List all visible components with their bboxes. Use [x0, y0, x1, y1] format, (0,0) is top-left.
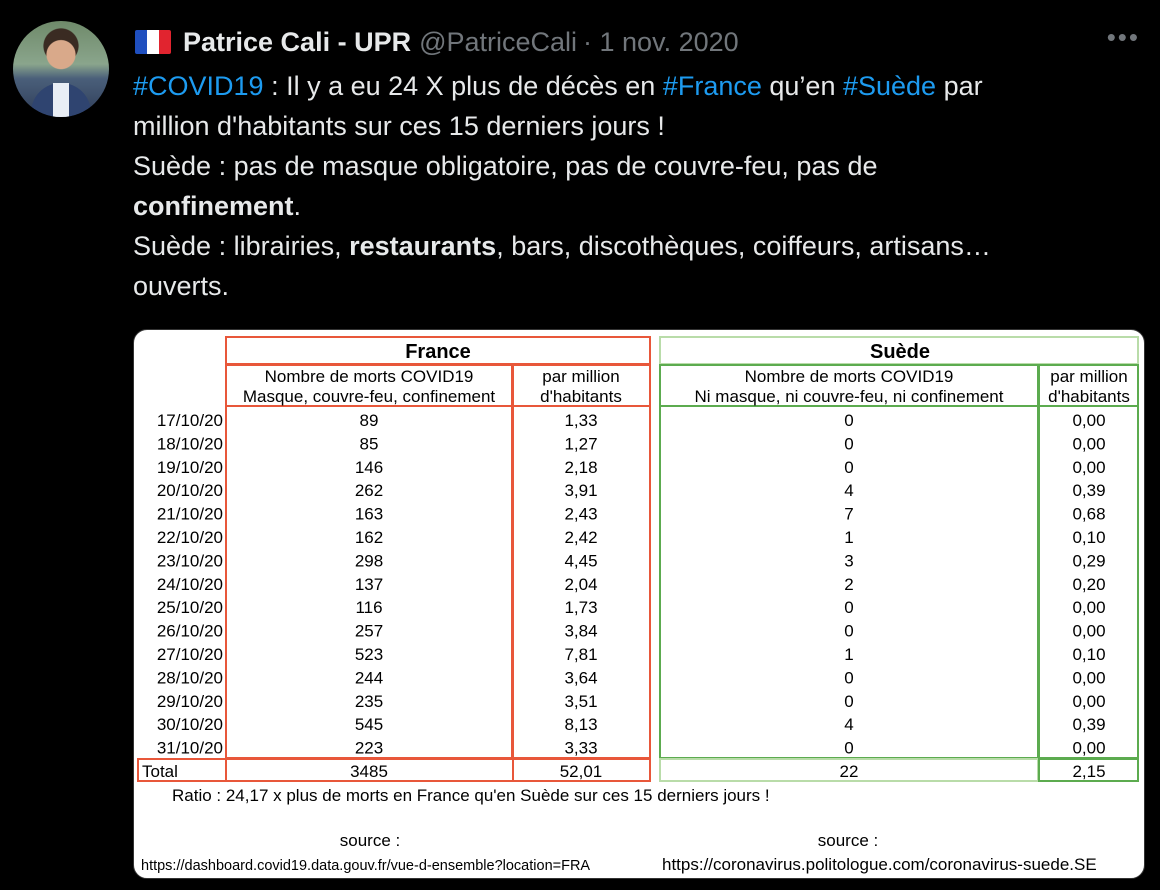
row-se-deaths: 0 — [844, 434, 854, 454]
tweet-line-5 — [133, 226, 1133, 266]
row-fr-permillion: 3,84 — [564, 621, 598, 641]
row-fr-deaths: 116 — [355, 598, 383, 618]
row-fr-deaths: 146 — [354, 457, 384, 477]
france-flag-icon — [135, 30, 171, 54]
hashtag-france[interactable]: #France — [662, 71, 762, 101]
fr-col1-header-l1: Nombre de morts COVID19 — [264, 367, 474, 386]
tweet-text-segment: : Il y a eu 24 X plus de décès en — [263, 71, 663, 101]
tweet-header — [135, 24, 739, 60]
row-fr-deaths: 235 — [354, 691, 384, 711]
row-date: 17/10/20 — [156, 411, 223, 430]
tweet-text-segment: , bars, discothèques, coiffeurs, artisans… — [496, 231, 991, 261]
tweet-line-3: Suède : pas de masque obligatoire, pas de couvre-feu, pas de — [133, 151, 878, 181]
total-row — [142, 762, 1106, 781]
row-date: 22/10/20 — [156, 528, 223, 547]
row-se-deaths: 0 — [844, 598, 854, 618]
row-se-deaths: 4 — [844, 481, 854, 501]
row-se-deaths: 0 — [844, 738, 854, 758]
source-url-right[interactable]: https://coronavirus.politologue.com/coronavirus-suede.SE — [662, 855, 1097, 874]
row-fr-permillion: 2,18 — [564, 457, 598, 477]
row-se-permillion: 0,00 — [1072, 457, 1106, 477]
row-fr-permillion: 1,33 — [564, 411, 598, 430]
hashtag-covid19[interactable]: #COVID19 — [133, 71, 264, 101]
row-fr-permillion: 1,73 — [564, 598, 598, 618]
row-fr-deaths: 257 — [354, 621, 384, 641]
row-se-deaths: 0 — [844, 691, 854, 711]
row-se-deaths: 0 — [844, 621, 854, 641]
total-se-permillion: 2,15 — [1072, 762, 1106, 781]
row-date: 19/10/20 — [156, 457, 223, 477]
row-fr-deaths: 262 — [354, 481, 384, 501]
tweet-line-6: ouverts. — [133, 271, 230, 301]
hashtag-suede[interactable]: #Suède — [842, 71, 937, 101]
row-se-permillion: 0,00 — [1072, 411, 1106, 430]
row-fr-deaths: 244 — [354, 668, 384, 688]
table-rows — [157, 411, 1106, 758]
total-fr-permillion: 52,01 — [559, 762, 603, 781]
row-fr-deaths: 298 — [354, 551, 384, 571]
covid-table — [134, 330, 1144, 878]
row-se-permillion: 0,00 — [1072, 738, 1106, 758]
row-se-deaths: 0 — [844, 668, 854, 688]
row-date: 31/10/20 — [156, 738, 223, 758]
avatar-shirt — [53, 83, 69, 117]
fr-col2-header-l1: par million — [542, 367, 620, 386]
row-date: 25/10/20 — [156, 598, 223, 618]
row-fr-deaths: 523 — [354, 645, 384, 664]
tweet-text-segment: Suède : librairies, — [133, 231, 350, 261]
total-fr-deaths: 3485 — [350, 762, 388, 781]
row-fr-permillion: 8,13 — [564, 715, 598, 735]
tweet-text — [133, 66, 1133, 306]
row-fr-permillion: 3,64 — [564, 668, 598, 688]
row-date: 23/10/20 — [156, 551, 223, 571]
table-image[interactable] — [133, 329, 1145, 879]
row-se-permillion: 0,68 — [1072, 504, 1106, 524]
row-se-deaths: 0 — [844, 457, 854, 477]
row-fr-deaths: 162 — [354, 528, 384, 547]
row-fr-permillion: 3,91 — [564, 481, 598, 501]
row-se-permillion: 0,00 — [1072, 598, 1106, 618]
tweet-text-segment: par — [936, 71, 983, 101]
row-se-permillion: 0,00 — [1072, 691, 1106, 711]
se-col2-header-l2: d'habitants — [1048, 387, 1130, 406]
row-fr-deaths: 85 — [359, 434, 379, 454]
row-se-permillion: 0,10 — [1072, 528, 1106, 547]
row-se-deaths: 3 — [844, 551, 854, 571]
row-fr-permillion: 2,42 — [564, 528, 598, 547]
row-date: 29/10/20 — [156, 691, 223, 711]
row-se-deaths: 2 — [844, 574, 854, 594]
row-date: 20/10/20 — [156, 481, 223, 501]
source-label-right: source : — [817, 831, 879, 850]
tweet-date[interactable]: · 1 nov. 2020 — [583, 26, 739, 57]
author-avatar[interactable] — [13, 21, 109, 117]
row-fr-deaths: 163 — [354, 504, 384, 524]
row-fr-deaths: 89 — [359, 411, 379, 430]
bold-confinement: confinement — [133, 191, 294, 221]
row-date: 26/10/20 — [156, 621, 223, 641]
total-label: Total — [142, 762, 178, 781]
row-fr-permillion: 4,45 — [564, 551, 598, 571]
row-se-deaths: 1 — [844, 528, 854, 547]
row-date: 24/10/20 — [156, 574, 223, 594]
suede-header: Suède — [869, 341, 931, 363]
row-fr-permillion: 1,27 — [564, 434, 598, 454]
row-se-permillion: 0,39 — [1072, 715, 1106, 735]
row-date: 28/10/20 — [156, 668, 223, 688]
row-se-deaths: 0 — [844, 411, 854, 430]
row-fr-deaths: 223 — [354, 738, 384, 758]
se-col1-header-l1: Nombre de morts COVID19 — [744, 367, 954, 386]
row-fr-permillion: 7,81 — [564, 645, 598, 664]
tweet-text-segment: qu’en — [761, 71, 843, 101]
row-se-permillion: 0,00 — [1072, 434, 1106, 454]
row-date: 21/10/20 — [156, 504, 223, 524]
ratio-text: Ratio : 24,17 x plus de morts en France qu'en Suède sur ces 15 derniers jours ! — [172, 786, 770, 805]
row-fr-permillion: 3,33 — [564, 738, 598, 758]
more-icon[interactable]: ••• — [1106, 22, 1140, 52]
tweet-line-1 — [133, 66, 1133, 106]
fr-col1-header-l2: Masque, couvre-feu, confinement — [242, 387, 496, 406]
row-se-permillion: 0,29 — [1072, 551, 1106, 571]
tweet-line-4 — [133, 186, 1133, 226]
source-url-left[interactable]: https://dashboard.covid19.data.gouv.fr/vue-d-ensemble?location=FRA — [141, 858, 591, 874]
tweet-line-2: million d'habitants sur ces 15 derniers jours ! — [133, 111, 665, 141]
row-se-permillion: 0,39 — [1072, 481, 1106, 501]
row-se-deaths: 7 — [844, 504, 854, 524]
row-date: 27/10/20 — [156, 645, 223, 664]
author-handle[interactable]: @PatriceCali — [419, 26, 578, 57]
tweet-text-segment: . — [293, 191, 302, 221]
row-date: 18/10/20 — [156, 434, 223, 454]
row-fr-deaths: 137 — [354, 574, 384, 594]
bold-restaurants: restaurants — [349, 231, 497, 261]
france-header: France — [405, 341, 471, 363]
row-se-permillion: 0,00 — [1072, 668, 1106, 688]
author-name[interactable]: Patrice Cali - UPR — [183, 26, 412, 57]
row-fr-permillion: 2,04 — [564, 574, 598, 594]
row-se-deaths: 1 — [844, 645, 854, 664]
row-fr-deaths: 545 — [354, 715, 384, 735]
row-fr-permillion: 2,43 — [564, 504, 598, 524]
row-fr-permillion: 3,51 — [564, 691, 598, 711]
row-se-permillion: 0,00 — [1072, 621, 1106, 641]
fr-col2-header-l2: d'habitants — [540, 387, 622, 406]
row-se-permillion: 0,20 — [1072, 574, 1106, 594]
row-se-permillion: 0,10 — [1072, 645, 1106, 664]
row-date: 30/10/20 — [156, 715, 223, 735]
row-se-deaths: 4 — [844, 715, 854, 735]
total-se-deaths: 22 — [839, 762, 859, 781]
se-col1-header-l2: Ni masque, ni couvre-feu, ni confinement — [694, 387, 1004, 406]
se-col2-header-l1: par million — [1050, 367, 1128, 386]
source-label-left: source : — [339, 831, 401, 850]
